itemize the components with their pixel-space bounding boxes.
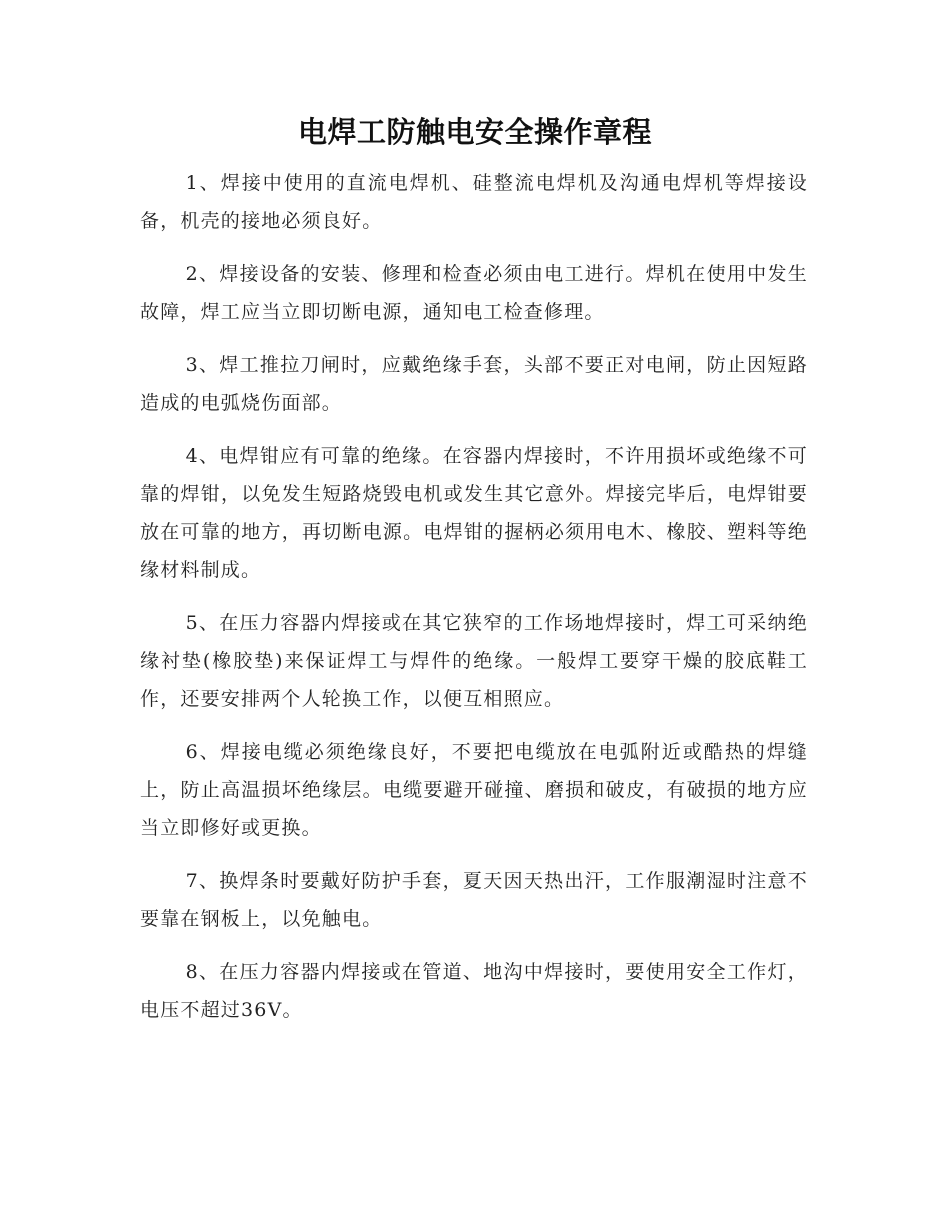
paragraph-4: 4、电焊钳应有可靠的绝缘。在容器内焊接时，不许用损坏或绝缘不可靠的焊钳，以免发生短路烧毁电机或发生其它意外。焊接完毕后，电焊钳要放在可靠的地方，再切断电源。电焊钳的握柄必须用电木、橡胶、塑料等绝缘材料制成。 (140, 445, 808, 581)
document-body (140, 164, 808, 1044)
paragraph-1: 1、焊接中使用的直流电焊机、硅整流电焊机及沟通电焊机等焊接设备，机壳的接地必须良好。 (140, 172, 808, 232)
paragraph-3: 3、焊工推拉刀闸时，应戴绝缘手套，头部不要正对电闸，防止因短路造成的电弧烧伤面部。 (140, 354, 808, 414)
document-title: 电焊工防触电安全操作章程 (297, 115, 652, 149)
paragraph-6: 6、焊接电缆必须绝缘良好，不要把电缆放在电弧附近或酷热的焊缝上，防止高温损坏绝缘层。电缆要避开碰撞、磨损和破皮，有破损的地方应当立即修好或更换。 (140, 741, 808, 839)
paragraph-5: 5、在压力容器内焊接或在其它狭窄的工作场地焊接时，焊工可采纳绝缘衬垫(橡胶垫)来保证焊工与焊件的绝缘。一般焊工要穿干燥的胶底鞋工作，还要安排两个人轮换工作，以便互相照应。 (140, 612, 808, 710)
paragraph-8: 8、在压力容器内焊接或在管道、地沟中焊接时，要使用安全工作灯，电压不超过36V。 (140, 961, 808, 1021)
paragraph-2: 2、焊接设备的安装、修理和检查必须由电工进行。焊机在使用中发生故障，焊工应当立即切断电源，通知电工检查修理。 (140, 263, 808, 323)
paragraph-7: 7、换焊条时要戴好防护手套，夏天因天热出汗，工作服潮湿时注意不要靠在钢板上，以免触电。 (140, 870, 808, 930)
